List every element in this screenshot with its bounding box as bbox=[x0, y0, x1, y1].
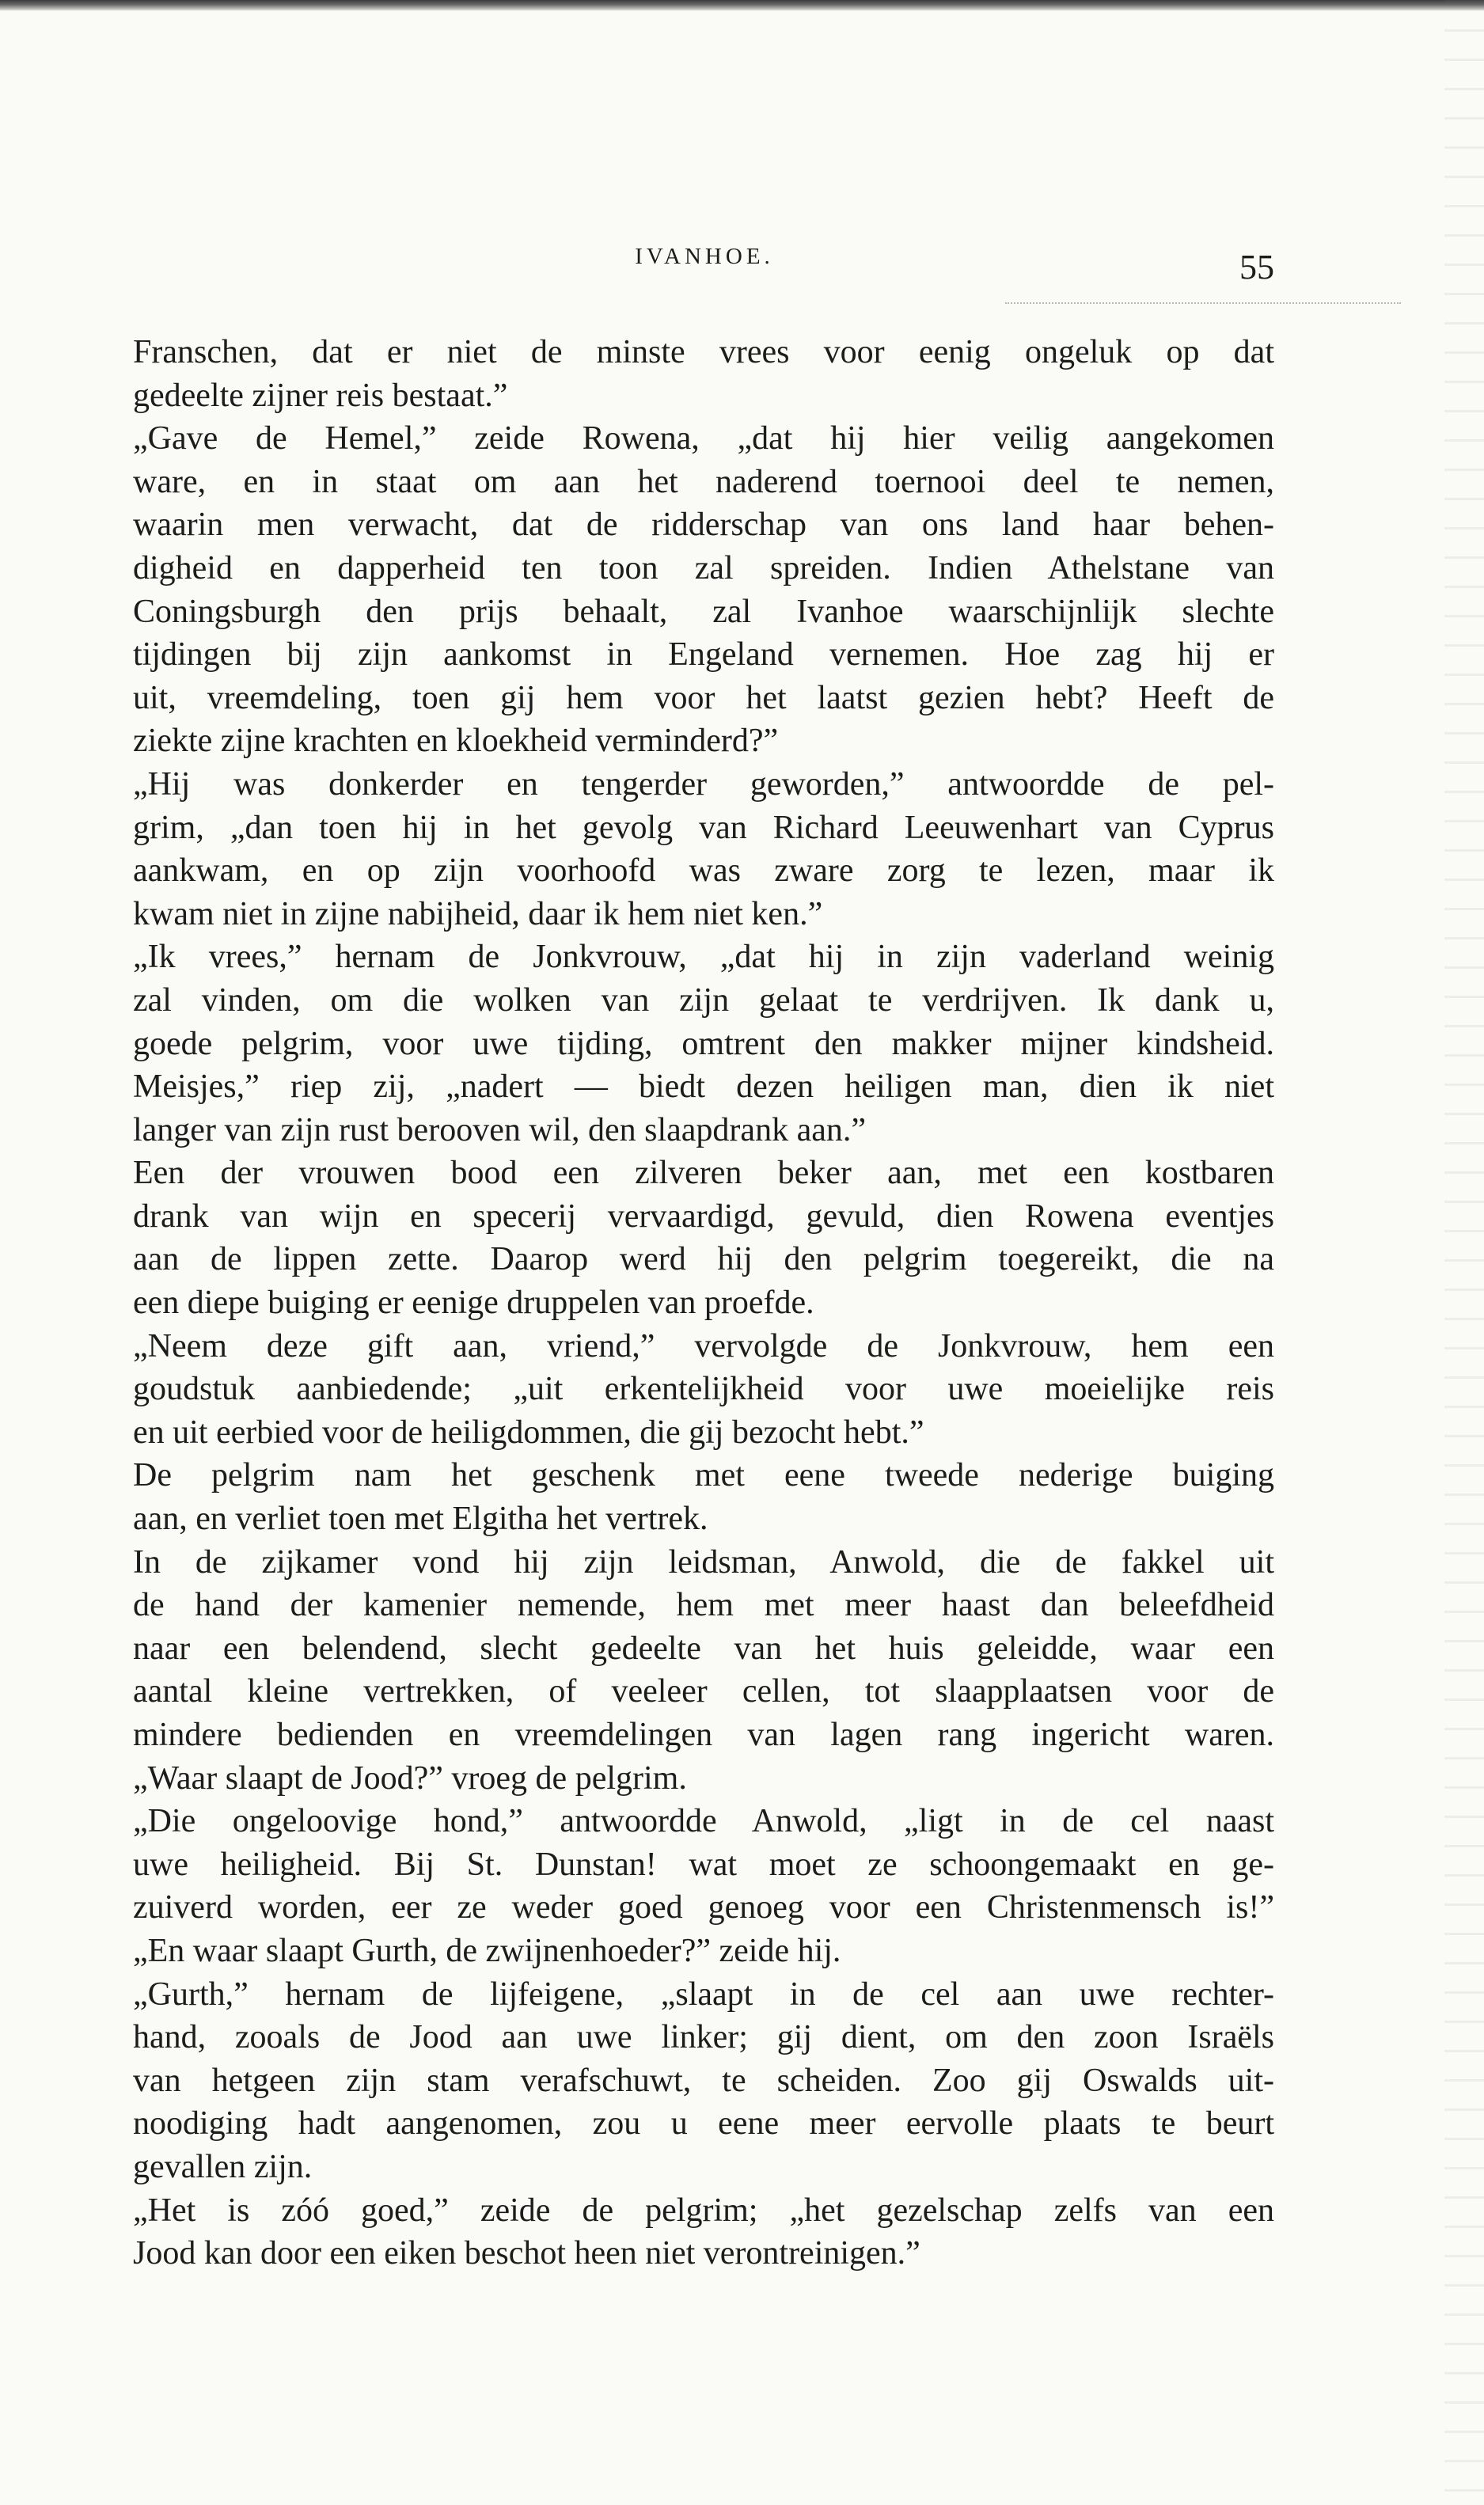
text-line: mindere bedienden en vreemdelingen van lagen rang ingericht waren. bbox=[133, 1717, 1274, 1753]
text-line: „Neem deze gift aan, vriend,” vervolgde de Jonkvrouw, hem een bbox=[133, 1327, 1274, 1364]
text-line: aankwam, en op zijn voorhoofd was zware zorg te lezen, maar ik bbox=[133, 852, 1274, 890]
text-line: uwe heiligheid. Bij St. Dunstan! wat moet ze schoongemaakt en ge- bbox=[133, 1846, 1274, 1883]
text-line: drank van wijn en specerij vervaardigd, gevuld, dien Rowena eventjes bbox=[133, 1197, 1274, 1235]
text-line: uit, vreemdeling, toen gij hem voor het laatst gezien hebt? Heeft de bbox=[133, 679, 1274, 716]
text-line: zuiverd worden, eer ze weder goed genoeg voor een Christenmensch is!” bbox=[133, 1889, 1274, 1926]
page-number: 55 bbox=[1239, 248, 1274, 287]
text-line: „Het is zóó goed,” zeide de pelgrim; „het gezelschap zelfs van een bbox=[133, 2192, 1274, 2229]
text-line: Jood kan door een eiken beschot heen niet verontreinigen.” bbox=[133, 2235, 920, 2272]
text-line: langer van zijn rust berooven wil, den slaapdrank aan.” bbox=[133, 1111, 866, 1148]
text-line: „Waar slaapt de Jood?” vroeg de pelgrim. bbox=[133, 1759, 687, 1797]
text-line: goudstuk aanbiedende; „uit erkentelijkheid voor uwe moeielijke reis bbox=[133, 1371, 1274, 1408]
text-line: ware, en in staat om aan het naderend toernooi deel te nemen, bbox=[133, 463, 1274, 500]
running-head: IVANHOE. bbox=[635, 244, 774, 269]
text-line: noodiging hadt aangenomen, zou u eene meer eervolle plaats te beurt bbox=[133, 2105, 1274, 2143]
text-line: en uit eerbied voor de heiligdommen, die gij bezocht hebt.” bbox=[133, 1414, 924, 1451]
text-line: „Die ongeloovige hond,” antwoordde Anwold, „ligt in de cel naast bbox=[133, 1803, 1274, 1840]
text-line: „Ik vrees,” hernam de Jonkvrouw, „dat hij in zijn vaderland weinig bbox=[133, 939, 1274, 976]
text-line: Franschen, dat er niet de minste vrees voor eenig ongeluk op dat bbox=[133, 334, 1274, 370]
text-line: aantal kleine vertrekken, of veeleer cellen, tot slaapplaatsen voor de bbox=[133, 1673, 1274, 1710]
text-line: De pelgrim nam het geschenk met eene tweede nederige buiging bbox=[133, 1457, 1274, 1494]
text-line: Coningsburgh den prijs behaalt, zal Ivanhoe waarschijnlijk slechte bbox=[133, 593, 1274, 630]
text-line: kwam niet in zijne nabijheid, daar ik hem niet ken.” bbox=[133, 895, 823, 932]
text-line: „Gave de Hemel,” zeide Rowena, „dat hij hier veilig aangekomen bbox=[133, 420, 1274, 457]
text-line: hand, zooals de Jood aan uwe linker; gij dient, om den zoon Israëls bbox=[133, 2019, 1274, 2056]
text-line: Meisjes,” riep zij, „nadert — biedt dezen heiligen man, dien ik niet bbox=[133, 1068, 1274, 1106]
text-line: „Gurth,” hernam de lijfeigene, „slaapt in de cel aan uwe rechter- bbox=[133, 1976, 1274, 2013]
text-line: grim, „dan toen hij in het gevolg van Richard Leeuwenhart van Cyprus bbox=[133, 809, 1274, 846]
text-line: de hand der kamenier nemende, hem met meer haast dan beleefdheid bbox=[133, 1587, 1274, 1624]
text-line: digheid en dapperheid ten toon zal spreiden. Indien Athelstane van bbox=[133, 549, 1274, 586]
text-line: aan de lippen zette. Daarop werd hij den pelgrim toegereikt, die na bbox=[133, 1241, 1274, 1278]
page-header bbox=[135, 237, 1274, 301]
body-text bbox=[133, 331, 1274, 2275]
scan-top-edge bbox=[0, 0, 1484, 11]
text-line: naar een belendend, slecht gedeelte van het huis geleidde, waar een bbox=[133, 1630, 1274, 1667]
text-line: waarin men verwacht, dat de ridderschap van ons land haar behen- bbox=[133, 507, 1274, 544]
text-line: aan, en verliet toen met Elgitha het vertrek. bbox=[133, 1501, 708, 1538]
text-line: ziekte zijne krachten en kloekheid verminderd?” bbox=[133, 723, 779, 760]
text-line: „En waar slaapt Gurth, de zwijnenhoeder?” zeide hij. bbox=[133, 1932, 841, 1969]
text-line: tijdingen bij zijn aankomst in Engeland vernemen. Hoe zag hij er bbox=[133, 636, 1274, 674]
scan-right-edge bbox=[1444, 0, 1484, 2505]
text-line: goede pelgrim, voor uwe tijding, omtrent den makker mijner kindsheid. bbox=[133, 1025, 1274, 1062]
text-line: een diepe buiging er eenige druppelen van proefde. bbox=[133, 1285, 814, 1322]
text-line: „Hij was donkerder en tengerder geworden,” antwoordde de pel- bbox=[133, 765, 1274, 803]
header-rule bbox=[1005, 302, 1401, 305]
text-line: zal vinden, om die wolken van zijn gelaat te verdrijven. Ik dank u, bbox=[133, 981, 1274, 1019]
text-line: van hetgeen zijn stam verafschuwt, te scheiden. Zoo gij Oswalds uit- bbox=[133, 2062, 1274, 2099]
text-line: gevallen zijn. bbox=[133, 2148, 313, 2185]
text-line: Een der vrouwen bood een zilveren beker aan, met een kostbaren bbox=[133, 1155, 1274, 1192]
text-line: In de zijkamer vond hij zijn leidsman, Anwold, die de fakkel uit bbox=[133, 1543, 1274, 1581]
text-line: gedeelte zijner reis bestaat.” bbox=[133, 377, 508, 414]
